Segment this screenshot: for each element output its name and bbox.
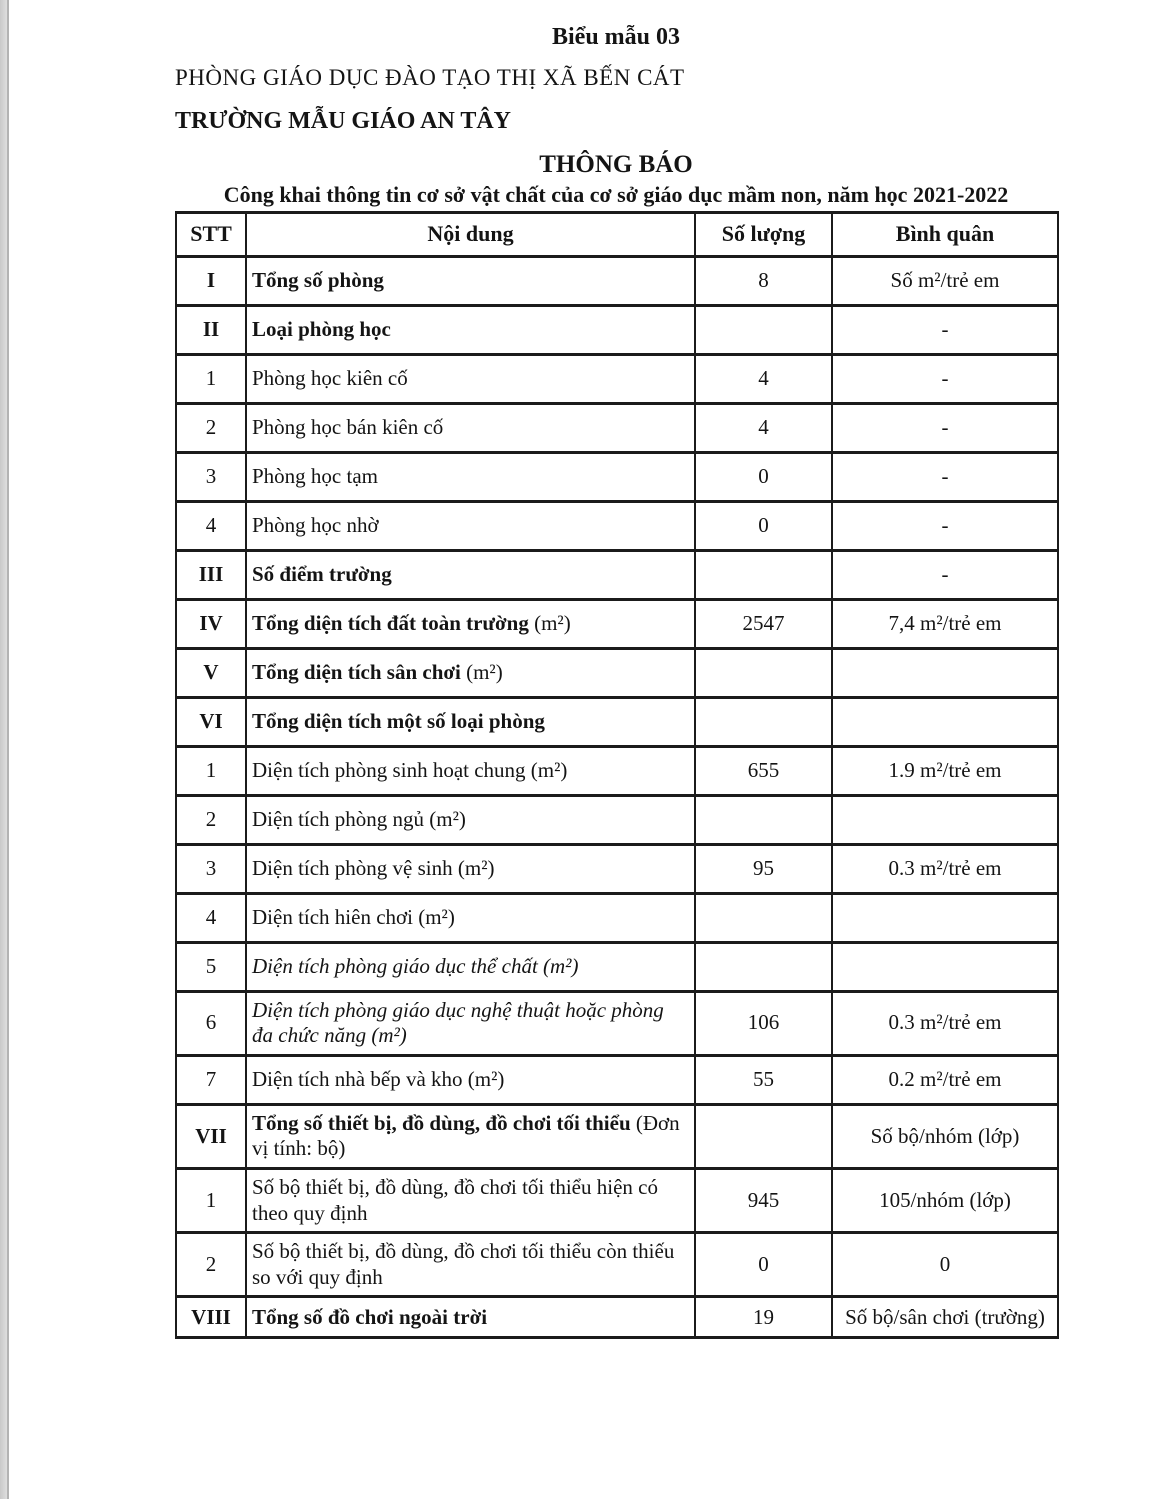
row-quantity: 106	[695, 991, 832, 1055]
table-row	[176, 795, 1058, 844]
row-quantity: 19	[695, 1297, 832, 1338]
table-row	[176, 550, 1058, 599]
row-content-suffix: (Đơn vị tính: bộ)	[252, 1110, 680, 1161]
row-quantity: 4	[695, 403, 832, 452]
row-content	[246, 1055, 695, 1104]
row-average: 0.3 m²/trẻ em	[832, 991, 1058, 1055]
row-stt: 3	[176, 452, 246, 501]
table-row	[176, 844, 1058, 893]
row-content-text: Số bộ thiết bị, đồ dùng, đồ chơi tối thiểu còn thiếu so với quy định	[252, 1239, 675, 1289]
row-average: 105/nhóm (lớp)	[832, 1168, 1058, 1232]
table-row	[176, 1168, 1058, 1232]
row-quantity	[695, 305, 832, 354]
row-stt: 2	[176, 795, 246, 844]
row-quantity: 8	[695, 256, 832, 305]
row-stt: 5	[176, 942, 246, 991]
row-content	[246, 256, 695, 305]
row-quantity: 2547	[695, 599, 832, 648]
row-quantity	[695, 697, 832, 746]
department-name: PHÒNG GIÁO DỤC ĐÀO TẠO THỊ XÃ BẾN CÁT	[175, 65, 685, 90]
table-row	[176, 1104, 1058, 1168]
row-quantity: 0	[695, 452, 832, 501]
row-average: -	[832, 501, 1058, 550]
row-content-text: Diện tích phòng giáo dục thể chất (m²)	[252, 953, 579, 978]
header-quantity: Số lượng	[695, 212, 832, 256]
header-content: Nội dung	[246, 212, 695, 256]
row-stt: 6	[176, 991, 246, 1055]
row-average	[832, 795, 1058, 844]
table-row	[176, 1055, 1058, 1104]
row-content-text: Diện tích phòng sinh hoạt chung (m²)	[252, 757, 568, 782]
row-average: -	[832, 305, 1058, 354]
row-stt: 2	[176, 1233, 246, 1297]
table-row	[176, 942, 1058, 991]
row-quantity: 945	[695, 1168, 832, 1232]
table-row	[176, 501, 1058, 550]
row-average	[832, 697, 1058, 746]
row-stt: VII	[176, 1104, 246, 1168]
notice-subtitle: Công khai thông tin cơ sở vật chất của cơ sở giáo dục mầm non, năm học 2021-2022	[223, 182, 1009, 207]
row-content-text: Phòng học bán kiên cố	[252, 414, 444, 439]
table-row	[176, 354, 1058, 403]
row-content-text: Diện tích nhà bếp và kho (m²)	[252, 1066, 505, 1091]
table-row	[176, 1297, 1058, 1338]
row-average	[832, 942, 1058, 991]
row-quantity: 655	[695, 746, 832, 795]
document-page	[175, 0, 1057, 1339]
row-content-text: Loại phòng học	[252, 316, 391, 341]
row-average: Số bộ/sân chơi (trường)	[832, 1297, 1058, 1338]
row-content	[246, 501, 695, 550]
row-content	[246, 991, 695, 1055]
row-stt: 1	[176, 746, 246, 795]
row-stt: 1	[176, 354, 246, 403]
row-content	[246, 648, 695, 697]
row-content-text: Tổng diện tích sân chơi	[252, 659, 461, 684]
row-stt: 3	[176, 844, 246, 893]
row-content-suffix: (m²)	[466, 659, 503, 684]
row-content-text: Diện tích hiên chơi (m²)	[252, 904, 455, 929]
table-row	[176, 403, 1058, 452]
row-content-text: Diện tích phòng vệ sinh (m²)	[252, 855, 495, 880]
row-quantity: 55	[695, 1055, 832, 1104]
row-average: 0.3 m²/trẻ em	[832, 844, 1058, 893]
row-content	[246, 550, 695, 599]
row-average	[832, 893, 1058, 942]
row-content	[246, 452, 695, 501]
row-stt: 2	[176, 403, 246, 452]
table-row	[176, 746, 1058, 795]
table-row	[176, 256, 1058, 305]
row-stt: V	[176, 648, 246, 697]
row-content-text: Tổng số phòng	[252, 267, 384, 292]
row-content-text: Diện tích phòng ngủ (m²)	[252, 806, 466, 831]
form-number-label: Biểu mẫu 03	[551, 24, 680, 50]
table-header-row	[176, 212, 1058, 256]
row-stt: 4	[176, 893, 246, 942]
row-content	[246, 1168, 695, 1232]
row-content	[246, 1297, 695, 1338]
row-content-text: Tổng diện tích một số loại phòng	[252, 708, 545, 733]
row-stt: III	[176, 550, 246, 599]
row-stt: 7	[176, 1055, 246, 1104]
notice-title: THÔNG BÁO	[539, 150, 693, 178]
row-average	[832, 648, 1058, 697]
row-quantity: 4	[695, 354, 832, 403]
row-content	[246, 1104, 695, 1168]
row-average: Số bộ/nhóm (lớp)	[832, 1104, 1058, 1168]
row-content	[246, 354, 695, 403]
row-average: -	[832, 550, 1058, 599]
row-quantity	[695, 1104, 832, 1168]
row-content-suffix: (m²)	[534, 610, 571, 635]
table-row	[176, 305, 1058, 354]
row-quantity: 0	[695, 501, 832, 550]
table-row	[176, 991, 1058, 1055]
row-quantity: 95	[695, 844, 832, 893]
row-quantity	[695, 550, 832, 599]
table-row	[176, 1233, 1058, 1297]
row-content	[246, 403, 695, 452]
row-average: Số m²/trẻ em	[832, 256, 1058, 305]
row-quantity	[695, 795, 832, 844]
row-average: -	[832, 452, 1058, 501]
row-stt: 1	[176, 1168, 246, 1232]
row-quantity	[695, 893, 832, 942]
row-quantity	[695, 942, 832, 991]
row-content	[246, 746, 695, 795]
row-content	[246, 305, 695, 354]
row-stt: II	[176, 305, 246, 354]
table-row	[176, 697, 1058, 746]
row-stt: IV	[176, 599, 246, 648]
table-row	[176, 648, 1058, 697]
row-content-text: Tổng số thiết bị, đồ dùng, đồ chơi tối thiểu	[252, 1110, 631, 1135]
row-content	[246, 599, 695, 648]
row-stt: 4	[176, 501, 246, 550]
row-quantity: 0	[695, 1233, 832, 1297]
table-row	[176, 599, 1058, 648]
school-name: TRƯỜNG MẪU GIÁO AN TÂY	[175, 107, 512, 134]
header-average: Bình quân	[832, 212, 1058, 256]
row-content-text: Phòng học nhờ	[252, 512, 379, 537]
row-content-text: Phòng học kiên cố	[252, 365, 408, 390]
row-average: 0	[832, 1233, 1058, 1297]
row-content	[246, 942, 695, 991]
facilities-table	[175, 211, 1059, 1340]
row-content-text: Tổng diện tích đất toàn trường	[252, 610, 529, 635]
row-average: 0.2 m²/trẻ em	[832, 1055, 1058, 1104]
scanned-page-edge	[0, 0, 9, 1499]
table-row	[176, 452, 1058, 501]
row-content-text: Phòng học tạm	[252, 463, 378, 488]
row-content-text: Tổng số đồ chơi ngoài trời	[252, 1304, 488, 1329]
table-row	[176, 893, 1058, 942]
row-average: -	[832, 403, 1058, 452]
header-stt: STT	[176, 212, 246, 256]
row-content-text: Diện tích phòng giáo dục nghệ thuật hoặc phòng đa chức năng (m²)	[252, 997, 664, 1048]
row-quantity	[695, 648, 832, 697]
row-average: 7,4 m²/trẻ em	[832, 599, 1058, 648]
row-stt: I	[176, 256, 246, 305]
row-content-text: Số điểm trường	[252, 561, 392, 586]
row-stt: VIII	[176, 1297, 246, 1338]
row-content	[246, 697, 695, 746]
row-content	[246, 1233, 695, 1297]
row-average: -	[832, 354, 1058, 403]
row-average: 1.9 m²/trẻ em	[832, 746, 1058, 795]
row-content	[246, 844, 695, 893]
row-content	[246, 795, 695, 844]
row-stt: VI	[176, 697, 246, 746]
row-content	[246, 893, 695, 942]
row-content-text: Số bộ thiết bị, đồ dùng, đồ chơi tối thiểu hiện có theo quy định	[252, 1174, 658, 1225]
